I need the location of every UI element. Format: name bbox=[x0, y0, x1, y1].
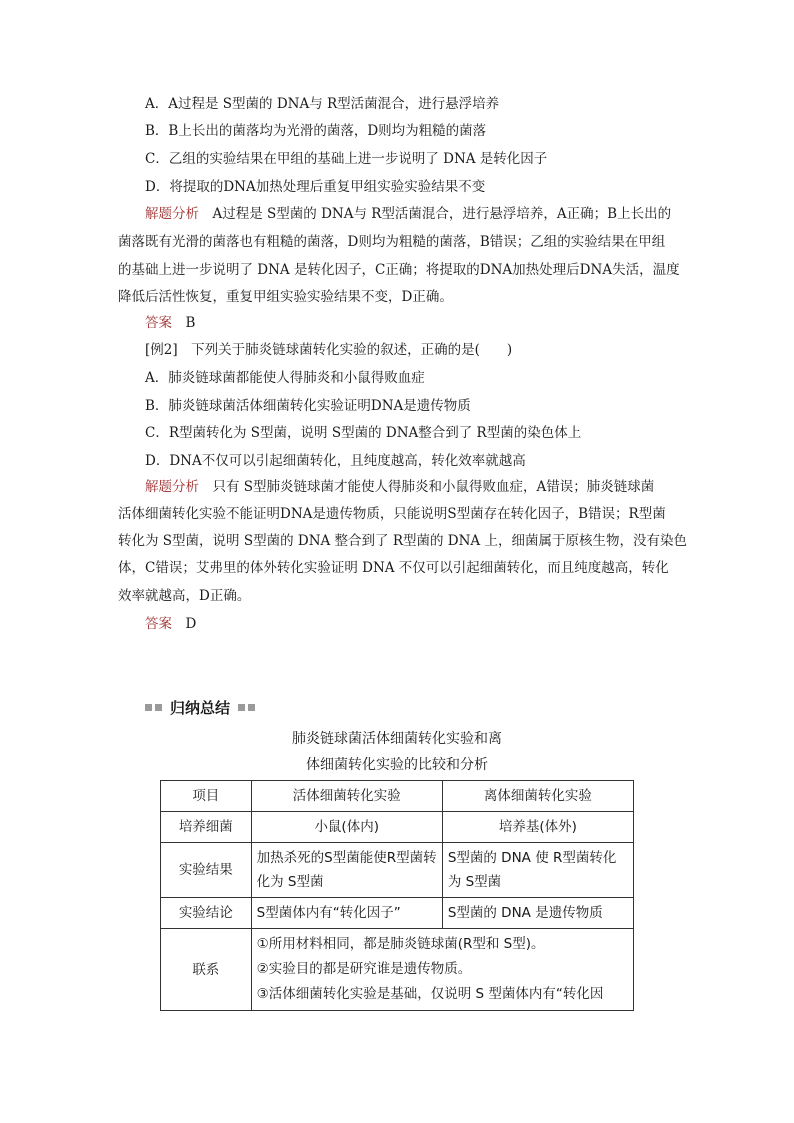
table-cell: 培养基(体外) bbox=[442, 812, 633, 843]
answer-label: 答案 bbox=[145, 315, 172, 331]
table-cell: 培养细菌 bbox=[161, 812, 252, 843]
analysis-line: 体，C错误；艾弗里的体外转化实验证明 DNA 不仅可以引起细菌转化，而且纯度越高，转化 bbox=[118, 560, 669, 576]
table-cell: 实验结果 bbox=[161, 843, 252, 898]
square-icon bbox=[238, 704, 245, 711]
square-icon bbox=[248, 704, 255, 711]
analysis-line: 降低后活性恢复，重复甲组实验实验结果不变，D正确。 bbox=[118, 289, 453, 305]
table-cell: S型菌的 DNA 使 R型菌转化为 S型菌 bbox=[442, 843, 633, 898]
table-cell: 联系 bbox=[161, 929, 252, 1011]
table-cell: 加热杀死的S型菌能使R型菌转化为 S型菌 bbox=[251, 843, 442, 898]
example-question: [例2] 下列关于肺炎链球菌转化实验的叙述，正确的是( ) bbox=[145, 342, 513, 358]
header-cell: 活体细菌转化实验 bbox=[251, 781, 442, 812]
answer-label: 答案 bbox=[145, 616, 172, 632]
analysis-line: 菌落既有光滑的菌落也有粗糙的菌落，D则均为粗糙的菌落，B错误；乙组的实验结果在甲组 bbox=[118, 234, 666, 250]
option-a: A．A过程是 S型菌的 DNA与 R型活菌混合，进行悬浮培养 bbox=[145, 96, 500, 112]
option-c: C．R型菌转化为 S型菌，说明 S型菌的 DNA整合到了 R型菌的染色体上 bbox=[145, 425, 582, 441]
table-caption: 体细菌转化实验的比较和分析 bbox=[306, 757, 488, 773]
table-row bbox=[161, 929, 634, 1011]
analysis-label: 解题分析 bbox=[145, 479, 199, 495]
analysis-line: 转化为 S型菌，说明 S型菌的 DNA 整合到了 R型菌的 DNA 上，细菌属于原核生物，没有染色 bbox=[118, 533, 687, 549]
answer-value: B bbox=[185, 315, 196, 331]
table-cell: 实验结论 bbox=[161, 898, 252, 929]
answer-value: D bbox=[185, 616, 197, 632]
analysis-text: 只有 S型肺炎链球菌才能使人得肺炎和小鼠得败血症，A错误；肺炎链球菌 bbox=[199, 479, 655, 495]
table-cell: S型菌体内有“转化因子” bbox=[251, 898, 442, 929]
comparison-table bbox=[160, 780, 634, 1011]
link-item: ③活体细菌转化实验是基础，仅说明 S 型菌体内有“转化因 bbox=[256, 986, 604, 1002]
analysis-text: A过程是 S型菌的 DNA与 R型活菌混合，进行悬浮培养，A正确；B上长出的 bbox=[199, 206, 672, 222]
table-header-row bbox=[161, 781, 634, 812]
option-d: D．DNA不仅可以引起细菌转化，且纯度越高，转化效率就越高 bbox=[145, 453, 526, 469]
analysis-line: 的基础上进一步说明了 DNA 是转化因子，C正确；将提取的DNA加热处理后DNA失活，温度 bbox=[118, 262, 680, 278]
table-cell: S型菌的 DNA 是遗传物质 bbox=[442, 898, 633, 929]
header-cell: 项目 bbox=[161, 781, 252, 812]
analysis-label: 解题分析 bbox=[145, 206, 199, 222]
summary-title: 归纳总结 bbox=[170, 699, 231, 717]
link-item: ②实验目的都是研究谁是遗传物质。 bbox=[256, 961, 472, 977]
table-caption: 肺炎链球菌活体细菌转化实验和离 bbox=[292, 731, 502, 747]
link-cell bbox=[251, 929, 633, 1011]
square-icon bbox=[145, 704, 152, 711]
option-c: C．乙组的实验结果在甲组的基础上进一步说明了 DNA 是转化因子 bbox=[145, 151, 548, 167]
table-row bbox=[161, 843, 634, 898]
header-cell: 离体细菌转化实验 bbox=[442, 781, 633, 812]
summary-heading bbox=[145, 697, 255, 718]
option-b: B．肺炎链球菌活体细菌转化实验证明DNA是遗传物质 bbox=[145, 398, 471, 414]
table-row bbox=[161, 898, 634, 929]
answer-line bbox=[145, 614, 196, 634]
analysis-line bbox=[145, 477, 654, 497]
answer-line bbox=[145, 313, 195, 333]
option-b: B．B上长出的菌落均为光滑的菌落，D则均为粗糙的菌落 bbox=[145, 123, 487, 139]
analysis-line: 活体细菌转化实验不能证明DNA是遗传物质，只能说明S型菌存在转化因子，B错误；R型菌 bbox=[118, 506, 666, 522]
table-row bbox=[161, 812, 634, 843]
analysis-line bbox=[145, 204, 671, 224]
link-item: ①所用材料相同，都是肺炎链球菌(R型和 S型)。 bbox=[256, 936, 545, 952]
option-d: D．将提取的DNA加热处理后重复甲组实验实验结果不变 bbox=[145, 179, 486, 195]
analysis-line: 效率就越高，D正确。 bbox=[118, 588, 251, 604]
square-icon bbox=[155, 704, 162, 711]
table-cell: 小鼠(体内) bbox=[251, 812, 442, 843]
option-a: A．肺炎链球菌都能使人得肺炎和小鼠得败血症 bbox=[145, 370, 425, 386]
